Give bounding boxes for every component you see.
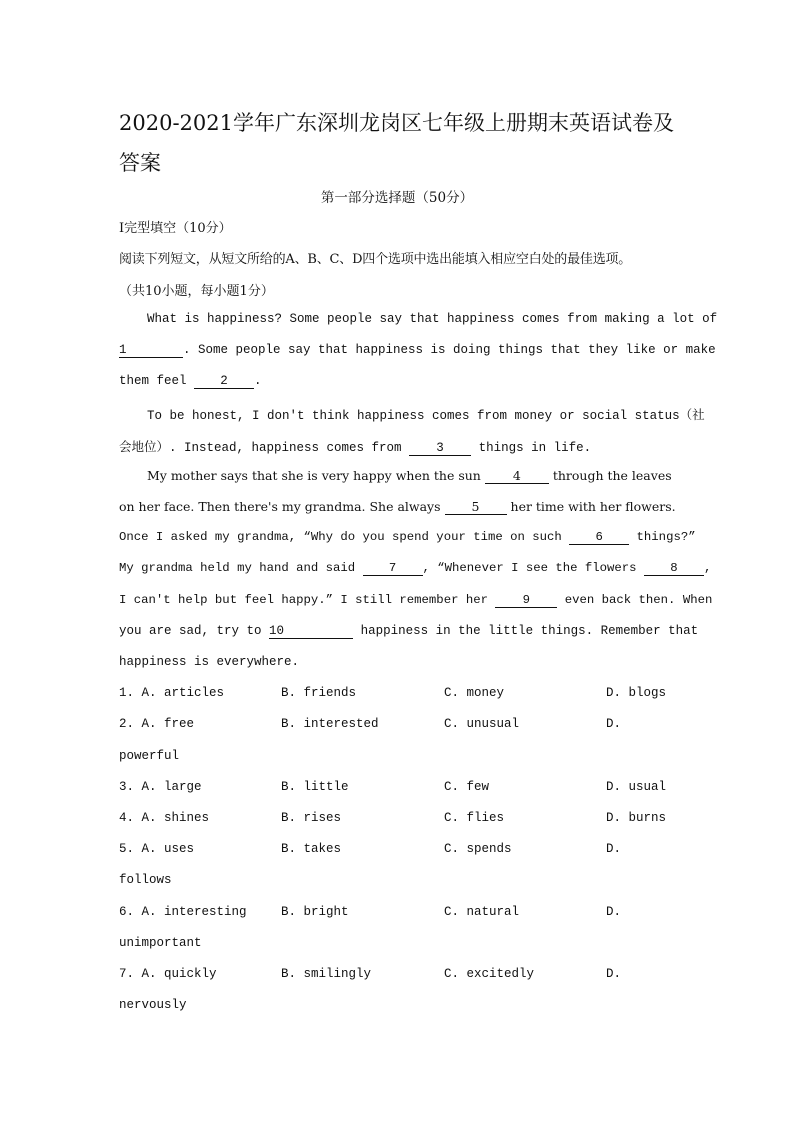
- question-2-option-d-text[interactable]: powerful: [119, 749, 180, 763]
- question-6-option-c[interactable]: C. natural: [444, 905, 520, 919]
- question-1-option-a[interactable]: 1. A. articles: [119, 686, 225, 700]
- passage-line: My grandma held my hand and said 7 , “Whenever I see the flowers 8 ,: [119, 561, 712, 575]
- passage-line: them feel 2 .: [119, 374, 262, 388]
- blank-9[interactable]: 9: [495, 593, 557, 608]
- question-4-option-b[interactable]: B. rises: [281, 811, 342, 825]
- blank-8[interactable]: 8: [644, 561, 704, 576]
- question-5-option-c[interactable]: C. spends: [444, 842, 512, 856]
- question-5-option-d-text[interactable]: follows: [119, 873, 172, 887]
- question-7-option-a[interactable]: 7. A. quickly: [119, 967, 217, 981]
- question-2-option-d[interactable]: D.: [606, 717, 622, 731]
- blank-6[interactable]: 6: [569, 530, 629, 545]
- passage-line: 1 . Some people say that happiness is doing things that they like or make: [119, 343, 716, 357]
- blank-7[interactable]: 7: [363, 561, 423, 576]
- document-title: 2020-2021学年广东深圳龙岗区七年级上册期末英语试卷及答案: [119, 111, 674, 175]
- blank-2[interactable]: 2: [194, 374, 254, 389]
- question-4-option-c[interactable]: C. flies: [444, 811, 505, 825]
- blank-10[interactable]: 10: [269, 624, 353, 639]
- question-3-option-c[interactable]: C. few: [444, 780, 490, 794]
- question-6-option-d-text[interactable]: unimportant: [119, 936, 202, 950]
- question-6-option-b[interactable]: B. bright: [281, 905, 349, 919]
- question-3-option-d[interactable]: D. usual: [606, 780, 667, 794]
- question-7-option-d[interactable]: D.: [606, 967, 622, 981]
- question-7-option-c[interactable]: C. excitedly: [444, 967, 535, 981]
- passage-line: happiness is everywhere.: [119, 655, 300, 669]
- blank-5[interactable]: 5: [445, 500, 507, 515]
- passage-line: 会地位）. Instead, happiness comes from 3 things in life.: [119, 441, 592, 455]
- question-7-option-d-text[interactable]: nervously: [119, 998, 187, 1012]
- passage-line: I can't help but feel happy.” I still remember her 9 even back then. When: [119, 593, 713, 607]
- question-2-option-c[interactable]: C. unusual: [444, 717, 520, 731]
- passage-line: To be honest, I don't think happiness comes from money or social status（社: [147, 409, 705, 423]
- question-6-option-a[interactable]: 6. A. interesting: [119, 905, 247, 919]
- question-1-option-c[interactable]: C. money: [444, 686, 505, 700]
- blank-4[interactable]: 4: [485, 469, 549, 484]
- passage-line: on her face. Then there's my grandma. She always 5 her time with her flowers.: [119, 499, 676, 514]
- question-7-option-b[interactable]: B. smilingly: [281, 967, 372, 981]
- question-5-option-b[interactable]: B. takes: [281, 842, 342, 856]
- question-2-option-b[interactable]: B. interested: [281, 717, 379, 731]
- question-3-option-b[interactable]: B. little: [281, 780, 349, 794]
- section-heading: I完型填空（10分）: [119, 221, 232, 236]
- blank-1[interactable]: 1: [119, 343, 183, 358]
- passage-line: Once I asked my grandma, “Why do you spend your time on such 6 things?”: [119, 530, 696, 544]
- passage-line: you are sad, try to 10 happiness in the little things. Remember that: [119, 624, 699, 638]
- question-5-option-a[interactable]: 5. A. uses: [119, 842, 195, 856]
- part-heading: 第一部分选择题（50分）: [320, 190, 474, 206]
- instructions-note: （共10小题，每小题1分）: [119, 284, 274, 299]
- passage-line: What is happiness? Some people say that happiness comes from making a lot of: [147, 312, 718, 326]
- instructions: 阅读下列短文，从短文所给的A、B、C、D四个选项中选出能填入相应空白处的最佳选项。: [119, 252, 632, 267]
- question-5-option-d[interactable]: D.: [606, 842, 622, 856]
- question-1-option-b[interactable]: B. friends: [281, 686, 357, 700]
- question-1-option-d[interactable]: D. blogs: [606, 686, 667, 700]
- question-3-option-a[interactable]: 3. A. large: [119, 780, 202, 794]
- question-4-option-a[interactable]: 4. A. shines: [119, 811, 210, 825]
- question-4-option-d[interactable]: D. burns: [606, 811, 667, 825]
- question-2-option-a[interactable]: 2. A. free: [119, 717, 195, 731]
- question-6-option-d[interactable]: D.: [606, 905, 622, 919]
- blank-3[interactable]: 3: [409, 441, 471, 456]
- passage-line: My mother says that she is very happy when the sun 4 through the leaves: [147, 468, 672, 483]
